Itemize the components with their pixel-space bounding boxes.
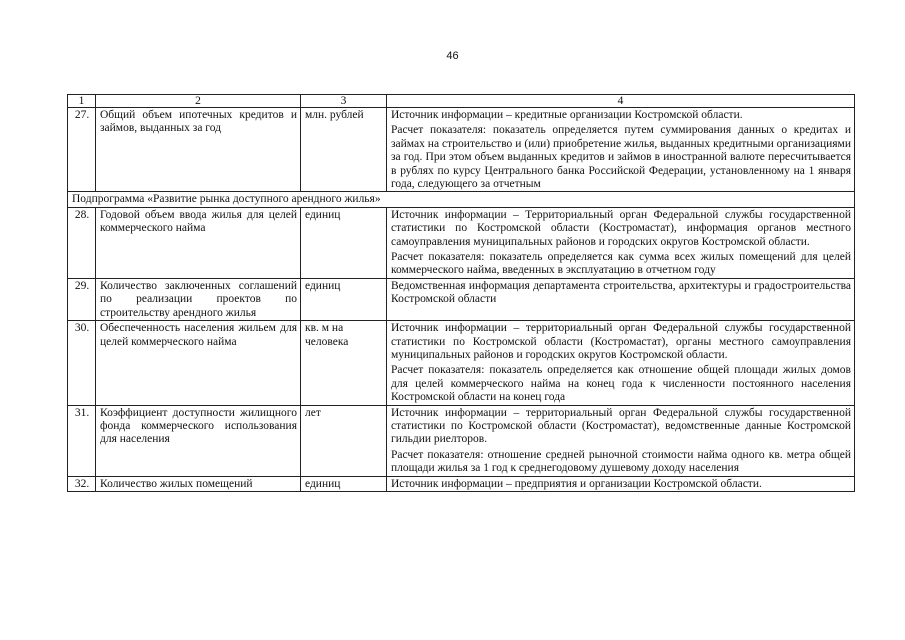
calculation-method <box>387 207 855 278</box>
header-row <box>68 95 855 108</box>
row-number: 27. <box>68 108 96 192</box>
method-paragraph: Расчет показателя: показатель определяется как отношение общей площади жилых домов для целей коммерческого найма на конец года к численности постоянного населения Костромской области на конец года <box>391 364 851 404</box>
indicator-name: Количество жилых помещений <box>96 476 301 491</box>
method-paragraph: Источник информации – предприятия и организации Костромской области. <box>391 477 762 490</box>
method-paragraph: Источник информации – кредитные организации Костромской области. <box>391 109 743 121</box>
row-number: 29. <box>68 278 96 320</box>
indicator-name: Коэффициент доступности жилищного фонда коммерческого использования для населения <box>96 405 301 476</box>
table-row <box>68 278 855 320</box>
unit-of-measure: млн. рублей <box>301 108 387 192</box>
subprogram-row <box>68 192 855 207</box>
method-paragraph: Источник информации – Территориальный орган Федеральной службы государственной статистики по Костромской области (Костромастат), информация органов местного самоуправления муниципальных районов и городских округов Костромской области. <box>391 208 851 248</box>
unit-of-measure: единиц <box>301 207 387 278</box>
table-row <box>68 321 855 405</box>
indicator-name: Общий объем ипотечных кредитов и займов, выданных за год <box>96 108 301 192</box>
indicator-name: Годовой объем ввода жилья для целей коммерческого найма <box>96 207 301 278</box>
row-number: 31. <box>68 405 96 476</box>
method-paragraph: Расчет показателя: показатель определяется путем суммирования данных о кредитах и займах на строительство и (или) приобретение жилья, выданных кредитными организациями за год. При этом объем выданных кредитов и займов в иностранной валюте пересчитывается в рублях по курсу Центрального банка Российской Федерации, установленному на 1 января года, следующего за отчетным <box>391 124 851 191</box>
indicators-table <box>67 94 855 492</box>
indicator-name: Обеспеченность населения жильем для целей коммерческого найма <box>96 321 301 405</box>
table-row <box>68 405 855 476</box>
table-body-subprogram <box>68 207 855 491</box>
method-paragraph: Источник информации – территориальный орган Федеральной службы государственной статистики по Костромской области (Костромастат), органы местного самоуправления муниципальных районов и городских округов Костромской области. <box>391 322 851 361</box>
table-row <box>68 207 855 278</box>
row-number: 32. <box>68 476 96 491</box>
header-col-3: 3 <box>301 95 387 108</box>
calculation-method <box>387 278 855 320</box>
calculation-method <box>387 321 855 405</box>
table-body-before-subprogram <box>68 108 855 192</box>
method-paragraph: Расчет показателя: отношение средней рыночной стоимости найма одного кв. метра общей площади жилья за 1 год к среднегодовому душевому доходу населения <box>391 448 851 475</box>
unit-of-measure: кв. м на человека <box>301 321 387 405</box>
header-col-2: 2 <box>96 95 301 108</box>
unit-of-measure: единиц <box>301 476 387 491</box>
calculation-method <box>387 108 855 192</box>
calculation-method <box>387 476 855 491</box>
table-row <box>68 108 855 192</box>
method-paragraph: Расчет показателя: показатель определяется как сумма всех жилых помещений для целей коммерческого найма, введенных в эксплуатацию в отчетном году <box>391 251 851 277</box>
unit-of-measure: единиц <box>301 278 387 320</box>
table-row <box>68 476 855 491</box>
method-paragraph: Ведомственная информация департамента строительства, архитектуры и градостроительства Костромской области <box>391 279 851 306</box>
indicator-name: Количество заключенных соглашений по реализации проектов по строительству арендного жилья <box>96 278 301 320</box>
subprogram-title: Подпрограмма «Развитие рынка доступного арендного жилья» <box>68 192 855 207</box>
header-col-4: 4 <box>387 95 855 108</box>
unit-of-measure: лет <box>301 405 387 476</box>
calculation-method <box>387 405 855 476</box>
header-col-1: 1 <box>68 95 96 108</box>
method-paragraph: Источник информации – территориальный орган Федеральной службы государственной статистики по Костромской области (Костромастат), ведомственные данные Костромской гильдии риелторов. <box>391 406 851 446</box>
row-number: 30. <box>68 321 96 405</box>
row-number: 28. <box>68 207 96 278</box>
subprogram-section <box>68 192 855 207</box>
page-number: 46 <box>446 50 459 62</box>
